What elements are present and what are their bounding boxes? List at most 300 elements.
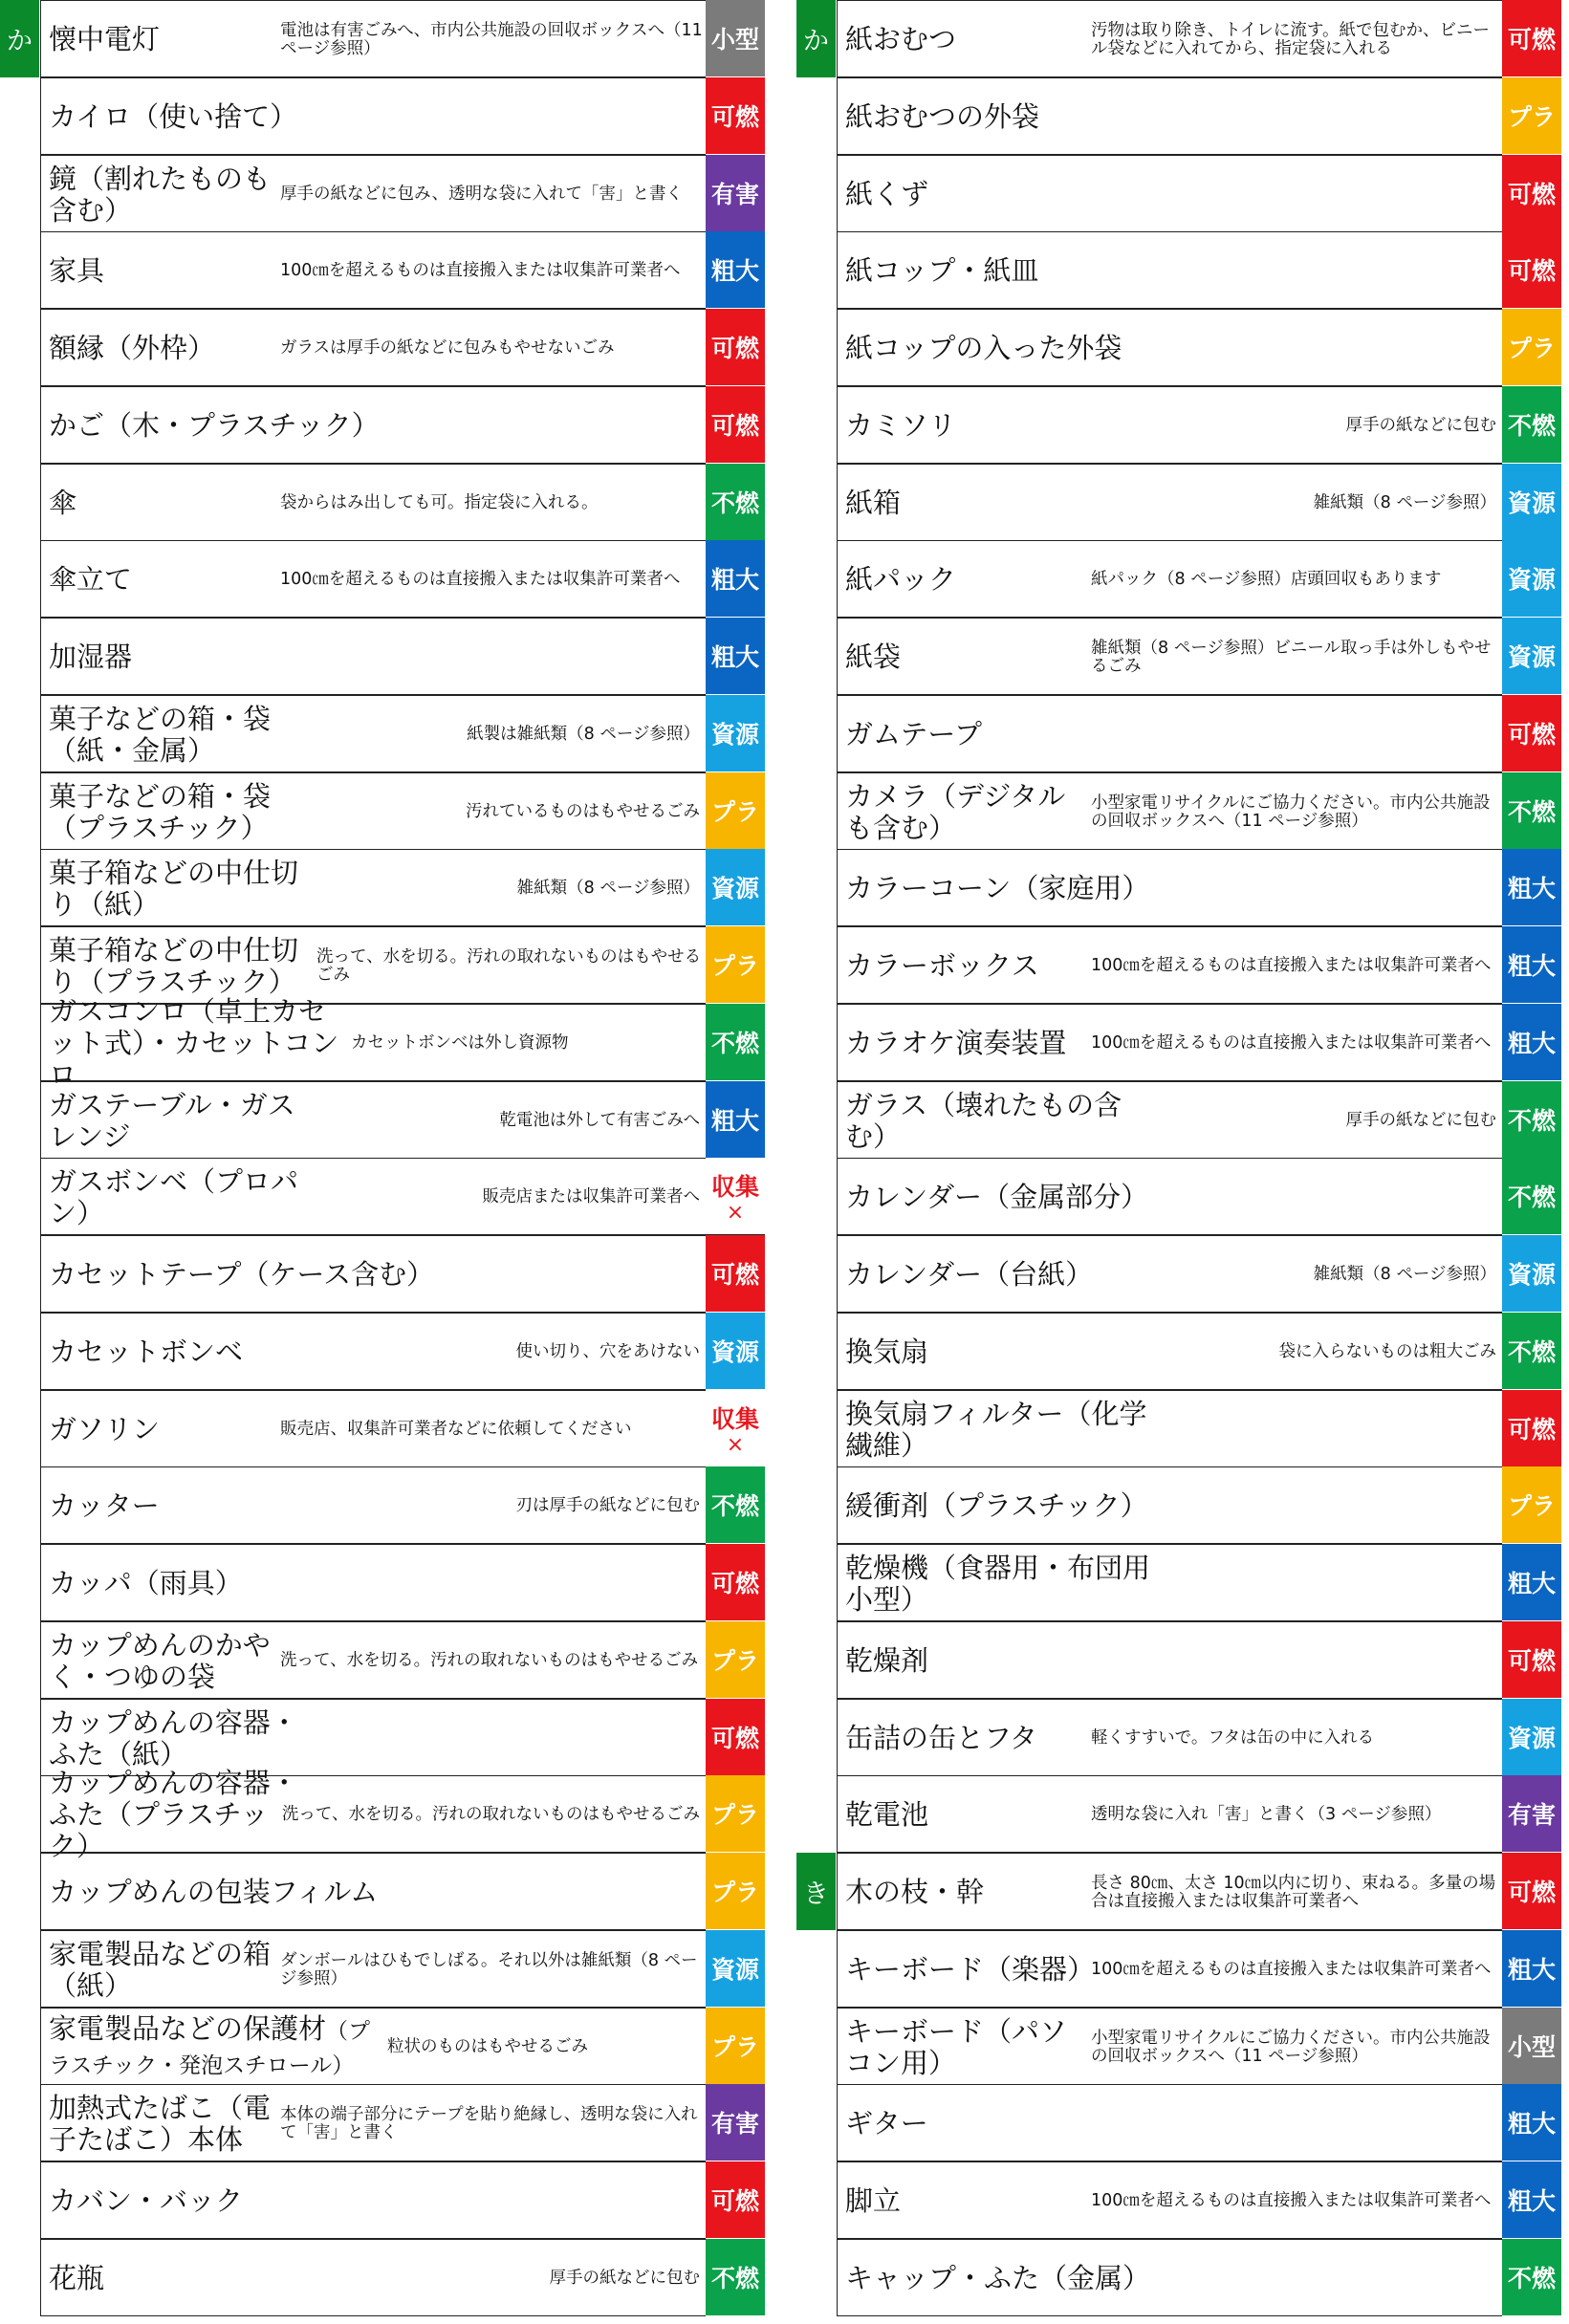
item-cell [837,1466,1502,1544]
item-name-text: ガスボンベ（プロパン） [49,1164,299,1229]
item-note: ダンボールはひもでしばる。それ以外は雑紙類（8 ページ参照） [280,1950,698,1988]
item-name-text: キーボード（楽器） [845,1953,1096,1986]
item-cell [40,77,706,155]
item-name-text: カッター [49,1489,160,1522]
item-cell [837,309,1502,386]
table-row [0,995,765,1091]
table-row [0,1621,765,1699]
table-row [796,1930,1561,2008]
item-cell [837,926,1502,1004]
item-cell [40,540,706,618]
category-badge [1502,1699,1561,1776]
item-cell [40,1390,706,1467]
category-badge [1502,77,1561,155]
item-name-text: 菓子などの箱・袋（紙・金属） [49,702,272,767]
category-label: 不燃 [1507,798,1556,826]
item-name-text: ガステーブル・ガスレンジ [49,1088,295,1153]
item-note: 100㎝を超えるものは直接搬入または収集許可業者へ [1091,1033,1492,1053]
item-note: 小型家電リサイクルにご協力ください。市内公共施設の回収ボックスへ（11 ページ参照） [1091,2028,1491,2066]
item-name [49,1931,278,2009]
category-badge [1502,464,1561,541]
item-name [845,2240,1151,2317]
category-badge [706,77,765,155]
item-name [49,1700,311,1777]
item-note: 長さ 80㎝、太さ 10㎝以内に切り、束ねる。多量の場合は直接搬入または収集許可業者へ [1091,1873,1496,1911]
table-row [796,1544,1561,1621]
table-row [796,77,1561,155]
item-name-text: 脚立 [845,2184,902,2217]
item-name [49,1,278,78]
category-badge [1502,231,1561,309]
item-name [49,310,278,387]
item-note: 100㎝を超えるものは直接搬入または収集許可業者へ [1091,1960,1492,1979]
item-name-text: カップめんの包装フィルム [49,1876,379,1908]
item-cell [40,1466,706,1544]
category-label: 可燃 [1507,257,1556,285]
category-badge [1502,1466,1561,1544]
item-cell [40,309,706,386]
table-row [796,2239,1561,2316]
category-label: プラ [710,1647,759,1675]
category-label: 可燃 [1507,1879,1556,1906]
category-badge [706,464,765,541]
category-label: 可燃 [710,103,759,131]
section-index-tab: か [796,0,836,77]
table-row [0,772,765,850]
item-cell [40,995,706,1091]
item-name-text: カラオケ演奏装置 [845,1027,1067,1059]
item-cell [837,1544,1502,1621]
table-row [796,2008,1561,2085]
item-name-text: カセットテープ（ケース含む） [49,1258,435,1291]
category-label: 粗大 [710,643,759,671]
item-name-text: 紙おむつ [845,23,957,55]
item-name [49,1159,307,1236]
item-name-text: 加熱式たばこ（電子たばこ）本体 [49,2091,272,2156]
item-cell [40,1235,706,1313]
not-collected-mark: × [726,1433,745,1457]
category-label: 資源 [1507,643,1556,671]
table-row [0,849,765,926]
item-cell [40,849,706,926]
category-label: 不燃 [1507,1338,1556,1366]
item-cell [837,77,1502,155]
item-name-text: カラーボックス [845,949,1039,982]
category-badge [706,2084,765,2161]
category-label: 可燃 [1507,721,1556,749]
category-label: プラ [710,952,759,980]
item-note: 汚物は取り除き、トイレに流す。紙で包むか、ビニール袋などに入れてから、指定袋に入れる [1091,20,1491,58]
table-row [796,1390,1561,1467]
item-cell [40,2008,706,2085]
item-note: 電池は有害ごみへ、市内公共施設の回収ボックスへ（11 ページ参照） [280,20,703,58]
category-badge [706,1081,765,1159]
category-label: 不燃 [1507,1107,1556,1135]
category-badge [706,1775,765,1853]
table-row [0,1390,765,1467]
item-cell [40,386,706,464]
category-label: 粗大 [1507,1570,1556,1597]
item-note: 100㎝を超えるものは直接搬入または収集許可業者へ [280,570,681,589]
item-name [49,1314,307,1391]
category-label: 不燃 [1507,2265,1556,2292]
category-badge [1502,1544,1561,1621]
table-row [0,0,765,77]
category-badge [706,926,765,1004]
category-label: 小型 [710,26,759,54]
item-cell [40,772,706,850]
item-cell [837,772,1502,850]
category-badge [1502,540,1561,618]
category-label: 不燃 [710,1492,759,1520]
category-label: 粗大 [710,257,759,285]
category-label: 可燃 [1507,1416,1556,1444]
item-name-text: 缶詰の缶とフタ [845,1722,1037,1754]
category-badge [1502,2084,1561,2161]
item-cell [40,695,706,772]
table-row [796,540,1561,618]
category-label: 粗大 [1507,2187,1556,2215]
category-label: 資源 [710,721,759,749]
category-label: 資源 [1507,1261,1556,1289]
category-label: プラ [1507,1492,1556,1520]
table-row [0,540,765,618]
category-badge [1502,1004,1561,1081]
item-cell [837,540,1502,618]
item-name [49,696,307,773]
category-badge [706,1313,765,1390]
table-row [796,1775,1561,1853]
table-row [796,386,1561,464]
item-cell [837,386,1502,464]
item-name [845,1622,1151,1700]
category-label: 資源 [710,875,759,902]
item-name [845,1545,1151,1622]
item-cell [40,1621,706,1699]
item-cell [40,155,706,232]
item-cell [40,1158,706,1235]
item-name-text: カメラ（デジタルも含む） [845,779,1066,844]
item-name [49,619,460,696]
item-name-text: 菓子などの箱・袋（プラスチック） [49,779,272,844]
category-label: 資源 [1507,566,1556,594]
item-cell [40,231,706,309]
table-row [0,1853,765,1930]
item-name [49,156,278,233]
category-label: 可燃 [710,335,759,362]
item-name-text: 傘 [49,487,77,519]
item-note: 厚手の紙などに包む [1345,1111,1496,1130]
item-name-text: キーボード（パソコン用） [845,2014,1068,2079]
item-note: 小型家電リサイクルにご協力ください。市内公共施設の回収ボックスへ（11 ページ参照） [1091,793,1491,831]
category-badge [1502,772,1561,850]
item-name-text: 家電製品などの保護材 [49,2011,327,2045]
item-note: 透明な袋に入れ「害」と書く（3 ページ参照） [1091,1805,1442,1824]
category-label: プラ [1507,335,1556,362]
item-note: 紙製は雑紙類（8 ページ参照） [467,725,700,744]
category-badge [706,1466,765,1544]
category-badge [1502,1775,1561,1853]
item-name [49,850,307,927]
item-name [845,1,1089,78]
item-name [845,1931,1096,2009]
table-row [0,618,765,695]
item-name-text: かご（木・プラスチック） [49,409,380,442]
item-note: カセットボンベは外し資源物 [351,1033,569,1053]
category-badge [1502,1235,1561,1313]
item-name-text: 紙パック [845,563,957,596]
item-note: 100㎝を超えるものは直接搬入または収集許可業者へ [280,261,681,280]
item-cell [837,1235,1502,1313]
item-name-detail: （プラスチック・発泡スチロール） [49,2018,371,2078]
item-name [49,232,278,310]
item-cell [40,1767,706,1862]
item-note: 洗って、水を切る。汚れの取れないものはもやせるごみ [280,1651,699,1670]
category-label: 不燃 [710,1030,759,1057]
item-note: 汚れているものはもやせるごみ [466,802,700,821]
item-cell [40,926,706,1004]
category-label: 資源 [710,1956,759,1984]
item-name [49,1391,278,1468]
item-name [49,2009,381,2086]
item-name-text: 紙おむつの外袋 [845,100,1040,133]
item-name [49,2085,278,2162]
category-badge [706,309,765,386]
item-name [49,2162,460,2240]
item-note: 粒状のものはもやせるごみ [387,2037,588,2056]
category-badge [706,155,765,232]
item-name-text: 菓子箱などの中仕切り（紙） [49,856,299,921]
item-cell [40,1081,706,1159]
category-badge [1502,155,1561,232]
table-row [796,155,1561,232]
item-name-text: ガラス（壊れたもの含む） [845,1088,1122,1153]
table-row [796,309,1561,386]
category-badge [1502,1390,1561,1467]
item-name [845,1700,1089,1777]
item-name [845,387,1151,465]
item-name-text: ガソリン [49,1413,161,1445]
item-name-text: 菓子箱などの中仕切り（プラスチック） [49,933,299,998]
item-cell [40,2239,706,2316]
table-row [796,1699,1561,1776]
category-badge [1502,386,1561,464]
category-label: プラ [710,1879,759,1906]
category-label: 有害 [1507,1801,1556,1829]
table-row [0,1466,765,1544]
table-row [0,1930,765,2008]
category-label: 可燃 [710,1725,759,1752]
item-note: 刃は厚手の紙などに包む [515,1496,700,1515]
item-name-text: 紙くず [845,178,929,210]
item-name [845,1467,1151,1545]
table-row [0,386,765,464]
item-name-text: 家電製品などの箱（紙） [49,1937,272,2002]
item-note: 雑紙類（8 ページ参照） [1313,493,1496,512]
category-badge [1502,1621,1561,1699]
item-name [845,541,1089,619]
category-badge [1502,926,1561,1004]
table-row [0,1313,765,1390]
item-cell [837,0,1502,77]
item-cell [837,1621,1502,1699]
category-badge [1502,1081,1561,1159]
item-note: 本体の端子部分にテープを貼り絶縁し、透明な袋に入れて「害」と書く [280,2104,698,2142]
table-row [796,2084,1561,2161]
category-label: 可燃 [1507,181,1556,208]
item-cell [837,1853,1502,1930]
left-column [0,0,765,2313]
item-name [845,465,1151,542]
category-badge [1502,2239,1561,2316]
item-name [49,995,345,1091]
table-row [796,926,1561,1004]
category-label: 不燃 [1507,1184,1556,1211]
item-cell [837,2008,1502,2085]
item-cell [837,1158,1502,1235]
category-label: 可燃 [1507,26,1556,54]
item-name [845,696,1151,773]
category-badge [1502,695,1561,772]
table-row [0,1235,765,1313]
category-badge [706,1235,765,1313]
item-cell [837,1930,1502,2008]
category-label: 粗大 [1507,875,1556,902]
item-cell [40,0,706,77]
table-row [0,77,765,155]
item-name [845,773,1089,851]
item-name-text: カップめんの容器・ふた（紙） [49,1705,298,1770]
category-badge [706,2161,765,2239]
category-badge [706,1930,765,2008]
item-cell [837,2239,1502,2316]
category-badge [1502,0,1561,77]
item-note: 洗って、水を切る。汚れの取れないものはもやせるごみ [316,946,702,985]
table-row [0,1081,765,1159]
item-note: 雑紙類（8 ページ参照）ビニール取っ手は外しもやせるごみ [1091,638,1492,676]
table-row [796,695,1561,772]
table-row [796,618,1561,695]
item-name-text: 加湿器 [49,641,133,673]
category-badge [706,618,765,695]
category-label: プラ [1507,103,1556,131]
item-name-text: ギター [845,2107,928,2139]
item-cell [40,464,706,541]
category-label: プラ [710,2033,759,2061]
item-name [49,1545,460,1622]
table-row [796,231,1561,309]
item-name [49,2240,307,2317]
category-label: プラ [710,1801,759,1829]
item-note: 雑紙類（8 ページ参照） [516,879,700,898]
table-row [0,1158,765,1235]
item-name-text: カッパ（雨具） [49,1567,243,1599]
item-note: 洗って、水を切る。汚れの取れないものはもやせるごみ [281,1805,700,1824]
item-cell [40,1313,706,1390]
table-row [0,2084,765,2161]
item-name [49,1622,278,1700]
item-name-text: 花瓶 [49,2262,105,2294]
category-label: 不燃 [710,489,759,517]
item-name [49,78,460,156]
item-note: 乾電池は外して有害ごみへ [499,1111,700,1130]
category-badge [1502,849,1561,926]
item-name [49,1854,460,1931]
item-name [49,1467,307,1545]
table-row [0,695,765,772]
item-name [845,232,1151,310]
item-note: 100㎝を超えるものは直接搬入または収集許可業者へ [1091,2191,1492,2210]
category-badge [706,540,765,618]
category-label: 可燃 [710,2187,759,2215]
category-label: プラ [710,798,759,826]
item-name [845,619,1089,696]
category-badge [706,695,765,772]
category-badge [706,1699,765,1776]
item-name-text: ガスコンロ（卓上カセット式）・カセットコンロ [49,995,339,1091]
item-name-text: ガムテープ [845,718,982,750]
category-badge [706,849,765,926]
item-name-text: 紙コップの入った外袋 [845,332,1122,364]
table-row [0,2239,765,2316]
item-cell [40,2084,706,2161]
category-label: 収集 [710,1405,759,1433]
table-row [0,1699,765,1776]
table-row [0,1767,765,1862]
table-row [796,772,1561,850]
item-name-text: 額縁（外枠） [49,332,216,364]
item-name-text: カバン・バック [49,2184,244,2217]
item-note: 袋からはみ出しても可。指定袋に入れる。 [280,493,599,512]
category-badge [706,2239,765,2316]
item-name-text: キャップ・ふた（金属） [845,2262,1151,2294]
table-row [796,464,1561,541]
table-row [796,1621,1561,1699]
category-badge [706,2008,765,2085]
item-note: 厚手の紙などに包む [1345,416,1496,435]
category-label: 粗大 [1507,1030,1556,1057]
table-row [0,464,765,541]
item-cell [837,1775,1502,1853]
item-name-text: 紙コップ・紙皿 [845,254,1039,287]
item-name [845,2009,1089,2086]
item-note: 100㎝を超えるものは直接搬入または収集許可業者へ [1091,956,1492,975]
category-badge [1502,1930,1561,2008]
item-name-text: 換気扇フィルター（化学繊維） [845,1397,1147,1462]
table-row [796,1853,1561,1930]
table-row [0,926,765,1004]
item-name-text: 乾電池 [845,1798,929,1831]
item-note: 厚手の紙などに包む [549,2269,700,2288]
item-name-text: カラーコーン（家庭用） [845,872,1150,904]
item-name [49,1767,307,1862]
category-label: 可燃 [1507,1647,1556,1675]
category-label: 有害 [710,2110,759,2138]
item-name-text: 紙箱 [845,487,902,519]
item-cell [837,1699,1502,1776]
category-label: 収集 [710,1173,759,1201]
category-label: 粗大 [1507,952,1556,980]
item-note: 紙パック（8 ページ参照）店頭回収もあります [1091,570,1442,589]
item-name [845,1159,1151,1236]
item-name [845,2162,1089,2240]
table-row [796,849,1561,926]
item-name-text: カレンダー（台紙） [845,1258,1094,1291]
item-cell [40,1930,706,2008]
category-label: 資源 [1507,1725,1556,1752]
item-cell [837,2161,1502,2239]
item-note: 販売店または収集許可業者へ [482,1187,700,1206]
